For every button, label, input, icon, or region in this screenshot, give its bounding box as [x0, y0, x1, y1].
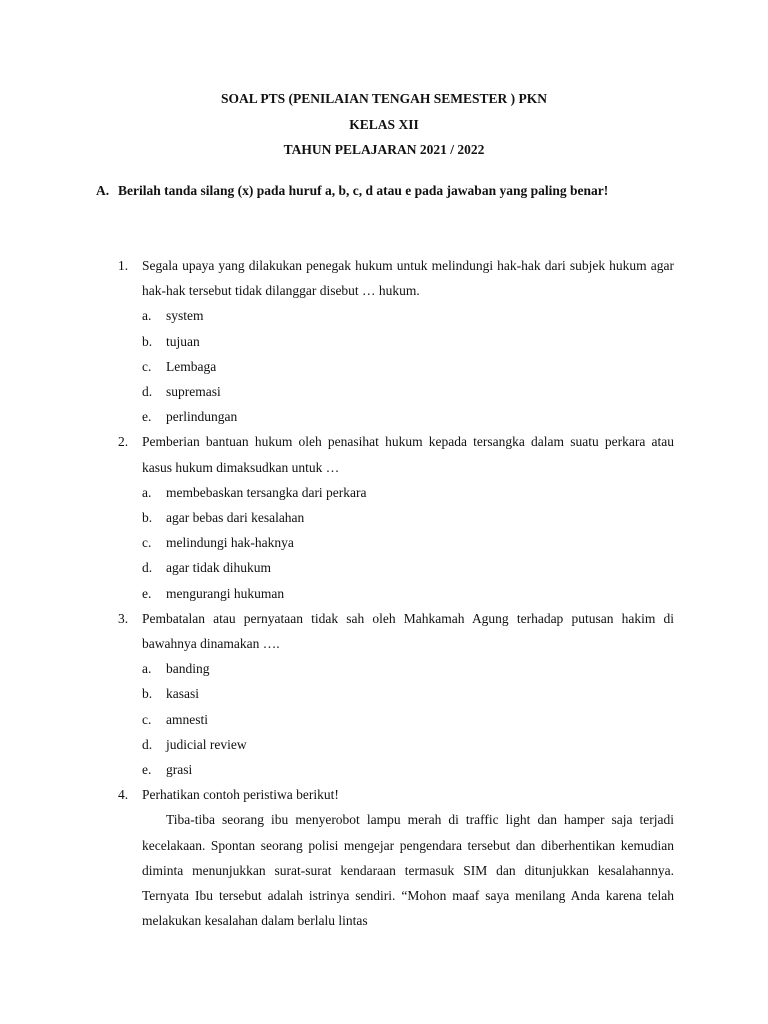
option-letter: e. [142, 409, 152, 425]
question-number: 2. [118, 434, 129, 450]
option-letter: d. [142, 384, 153, 400]
section-a [96, 178, 674, 204]
option-text: melindungi hak-haknya [166, 535, 294, 551]
option-c [142, 707, 674, 732]
question-4 [118, 782, 674, 933]
question-list [118, 253, 674, 933]
option-letter: d. [142, 736, 153, 752]
option-text: banding [166, 661, 210, 677]
document-header [0, 86, 768, 163]
option-d [142, 732, 674, 757]
option-letter: e. [142, 762, 152, 778]
option-c [142, 354, 674, 379]
question-text: Perhatikan contoh peristiwa berikut! [142, 787, 339, 803]
option-a [142, 303, 674, 328]
option-letter: b. [142, 510, 153, 526]
question-number: 1. [118, 258, 129, 273]
option-letter: a. [142, 661, 152, 677]
option-a [142, 656, 674, 681]
option-d [142, 379, 674, 404]
option-e [142, 404, 674, 429]
option-b [142, 505, 674, 530]
option-text: perlindungan [166, 409, 238, 425]
option-b [142, 681, 674, 706]
option-text: mengurangi hukuman [166, 585, 285, 601]
option-text: supremasi [166, 384, 221, 400]
question-number: 4. [118, 787, 129, 803]
option-letter: e. [142, 585, 152, 601]
section-instruction: Berilah tanda silang (x) pada huruf a, b, c, d atau e pada jawaban yang paling benar! [118, 183, 609, 198]
option-text: agar bebas dari kesalahan [166, 510, 305, 526]
option-text: tujuan [166, 333, 200, 349]
question-number: 3. [118, 610, 129, 626]
option-letter: d. [142, 560, 153, 576]
question-1 [118, 253, 674, 429]
option-list [118, 303, 674, 429]
header-title: SOAL PTS (PENILAIAN TENGAH SEMESTER ) PKN [220, 91, 548, 106]
option-letter: c. [142, 711, 152, 727]
option-list [118, 656, 674, 782]
option-text: judicial review [166, 736, 247, 752]
option-letter: a. [142, 308, 152, 324]
option-text: membebaskan tersangka dari perkara [166, 484, 367, 500]
option-letter: c. [142, 358, 152, 374]
option-e [142, 757, 674, 782]
header-year: TAHUN PELAJARAN 2021 / 2022 [283, 142, 485, 157]
option-d [142, 555, 674, 580]
option-b [142, 329, 674, 354]
section-letter: A. [96, 183, 110, 198]
option-c [142, 530, 674, 555]
option-text: system [166, 308, 204, 324]
question-text: Segala upaya yang dilakukan penegak hukum untuk melindungi hak-hak dari subjek hukum agar hak-hak tersebut tidak dilanggar disebut … hukum. [142, 258, 674, 299]
option-text: amnesti [166, 711, 208, 727]
option-list [118, 480, 674, 606]
option-letter: b. [142, 686, 153, 702]
option-text: grasi [166, 762, 193, 778]
option-text: kasasi [166, 686, 199, 702]
question-3 [118, 606, 674, 782]
question-2 [118, 429, 674, 605]
option-a [142, 480, 674, 505]
option-letter: a. [142, 484, 152, 500]
question-passage: Tiba-tiba seorang ibu menyerobot lampu merah di traffic light dan hamper saja terjadi kecelakaan. Spontan seorang polisi mengejar pengendara tersebut dan diberhentikan kemudian diminta menunjukkan surat-surat kendaraan termasuk SIM dan ditunjukkan kesalahannya. Ternyata Ibu tersebut adalah istrinya sendiri. “Mohon maaf saya menilang Anda karena telah melakukan kesalahan dalam berlalu lintas [142, 812, 674, 929]
option-e [142, 581, 674, 606]
question-text: Pemberian bantuan hukum oleh penasihat hukum kepada tersangka dalam suatu perkara atau kasus hukum dimaksudkan untuk … [142, 434, 674, 475]
option-letter: c. [142, 535, 152, 551]
option-letter: b. [142, 333, 153, 349]
option-text: agar tidak dihukum [166, 560, 271, 576]
question-text: Pembatalan atau pernyataan tidak sah oleh Mahkamah Agung terhadap putusan hakim di bawahnya dinamakan …. [142, 610, 674, 652]
option-text: Lembaga [166, 358, 217, 374]
header-class: KELAS XII [349, 116, 419, 132]
